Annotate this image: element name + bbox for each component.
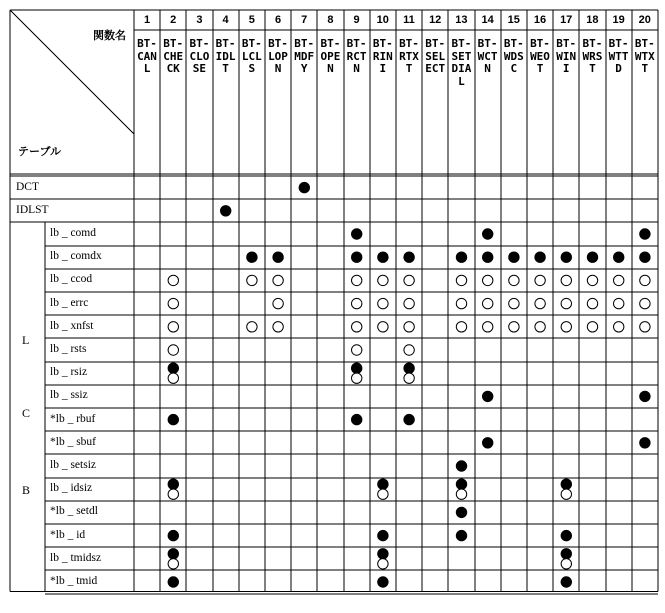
row-label: lb _ rsiz [50, 366, 88, 379]
open-circle [168, 373, 178, 383]
column-number: 10 [376, 14, 389, 26]
filled-dot [352, 363, 362, 373]
row-label: *lb _ sbuf [50, 435, 96, 448]
row-label: lb _ comd [50, 227, 96, 239]
column-number: 6 [274, 14, 282, 26]
column-function-name: BT-RCTN [346, 37, 367, 75]
column-number: 19 [612, 14, 625, 26]
open-circle [378, 298, 388, 308]
row-label: lb _ idsiz [50, 482, 93, 495]
filled-dot [168, 530, 178, 540]
column-number: 7 [301, 14, 308, 26]
open-circle [404, 322, 414, 332]
column-function-name: BT-WCTN [477, 37, 498, 75]
filled-dot [509, 252, 519, 262]
row-label: lb _ rsts [50, 343, 87, 355]
row-label: *lb _ id [50, 528, 86, 541]
column-function-name: BT-WEOT [530, 37, 550, 75]
column-function-name: BT-IDLT [215, 37, 236, 75]
open-circle [352, 345, 362, 355]
column-function-name: BT-SETDIAL [451, 37, 472, 88]
open-circle [273, 322, 283, 332]
column-number: 13 [455, 14, 468, 26]
group-label-l: L [22, 333, 30, 347]
column-function-name: BT-WRST [582, 37, 603, 75]
row-label: IDLST [16, 203, 49, 216]
open-circle [378, 489, 388, 499]
open-circle [587, 298, 597, 308]
filled-dot [561, 479, 571, 489]
filled-dot [456, 479, 466, 489]
open-circle [404, 298, 414, 308]
column-function-name: BT-LCLS [241, 37, 262, 75]
open-circle [168, 298, 178, 308]
filled-dot [456, 507, 466, 517]
open-circle [640, 275, 650, 285]
open-circle [483, 322, 493, 332]
row-label: lb _ xnfst [50, 319, 94, 332]
column-number: 14 [481, 14, 494, 26]
filled-dot [404, 252, 414, 262]
row-label: lb _ tmidsz [50, 551, 102, 564]
row-label: lb _ ssiz [50, 389, 88, 402]
filled-dot [378, 549, 388, 559]
column-function-name: BT-WDSC [503, 37, 524, 75]
open-circle [378, 559, 388, 569]
open-circle [273, 275, 283, 285]
column-function-name: BT-CANL [137, 37, 157, 75]
open-circle [509, 298, 519, 308]
filled-dot [456, 530, 466, 540]
filled-dot [404, 414, 414, 424]
filled-dot [352, 229, 362, 239]
column-function-name: BT-WTTD [608, 37, 629, 75]
filled-dot [640, 252, 650, 262]
filled-dot [168, 549, 178, 559]
open-circle [509, 275, 519, 285]
open-circle [640, 298, 650, 308]
filled-dot [273, 252, 283, 262]
column-function-name: BT-MDFY [294, 37, 315, 75]
open-circle [535, 298, 545, 308]
filled-dot [456, 252, 466, 262]
column-number: 4 [222, 14, 229, 26]
open-circle [535, 275, 545, 285]
filled-dot [483, 438, 493, 448]
table-name-header: テーブル [18, 145, 62, 158]
open-circle [456, 298, 466, 308]
open-circle [587, 275, 597, 285]
open-circle [561, 275, 571, 285]
column-function-name: BT-SELECT [425, 37, 446, 75]
column-function-name: BT-WINI [556, 37, 577, 75]
row-label: lb _ comdx [50, 250, 102, 263]
filled-dot [640, 229, 650, 239]
filled-dot [456, 461, 466, 471]
open-circle [614, 322, 624, 332]
open-circle [509, 322, 519, 332]
row-label: lb _ ccod [50, 273, 93, 286]
row-label: DCT [16, 180, 39, 193]
open-circle [404, 275, 414, 285]
column-number: 12 [429, 14, 442, 26]
column-number: 9 [353, 14, 360, 26]
column-number: 1 [143, 14, 151, 26]
open-circle [168, 559, 178, 569]
open-circle [352, 322, 362, 332]
filled-dot [247, 252, 257, 262]
column-number: 18 [586, 14, 599, 26]
open-circle [247, 275, 257, 285]
filled-dot [483, 252, 493, 262]
open-circle [352, 373, 362, 383]
group-label-c: C [22, 406, 31, 420]
filled-dot [168, 414, 178, 424]
column-number: 17 [560, 14, 573, 26]
row-label: lb _ errc [50, 296, 89, 309]
column-function-name: BT-LOPN [268, 37, 288, 75]
filled-dot [587, 252, 597, 262]
open-circle [168, 322, 178, 332]
open-circle [378, 275, 388, 285]
filled-dot [483, 229, 493, 239]
open-circle [456, 275, 466, 285]
filled-dot [168, 479, 178, 489]
open-circle [168, 275, 178, 285]
filled-dot [561, 530, 571, 540]
filled-dot [614, 252, 624, 262]
open-circle [404, 373, 414, 383]
column-function-name: BT-CLOSE [189, 37, 210, 75]
filled-dot [221, 206, 231, 216]
filled-dot [640, 438, 650, 448]
column-number: 20 [638, 14, 651, 26]
row-label: *lb _ tmid [50, 575, 98, 587]
open-circle [535, 322, 545, 332]
open-circle [587, 322, 597, 332]
filled-dot [352, 252, 362, 262]
filled-dot [535, 252, 545, 262]
open-circle [456, 322, 466, 332]
open-circle [168, 489, 178, 499]
filled-dot [404, 363, 414, 373]
filled-dot [378, 252, 388, 262]
open-circle [404, 345, 414, 355]
column-number: 5 [248, 14, 255, 26]
filled-dot [561, 549, 571, 559]
open-circle [561, 322, 571, 332]
column-number: 16 [533, 14, 547, 26]
open-circle [352, 275, 362, 285]
filled-dot [561, 577, 571, 587]
open-circle [614, 275, 624, 285]
column-function-name: BT-OPEN [320, 37, 341, 75]
filled-dot [299, 182, 309, 192]
filled-dot [168, 363, 178, 373]
open-circle [378, 322, 388, 332]
column-number: 3 [196, 14, 203, 26]
open-circle [561, 489, 571, 499]
filled-dot [378, 577, 388, 587]
filled-dot [561, 252, 571, 262]
open-circle [352, 298, 362, 308]
open-circle [561, 298, 571, 308]
open-circle [640, 322, 650, 332]
open-circle [483, 298, 493, 308]
filled-dot [168, 577, 178, 587]
column-function-name: BT-RTXT [399, 37, 419, 75]
open-circle [561, 559, 571, 569]
open-circle [483, 275, 493, 285]
column-function-name: BT-RINI [372, 37, 393, 75]
row-label: *lb _ setdl [50, 505, 98, 518]
row-label: lb _ setsiz [50, 459, 96, 471]
column-number: 11 [403, 14, 415, 26]
column-number: 2 [170, 14, 177, 26]
function-name-header: 関数名 [93, 29, 126, 42]
filled-dot [378, 479, 388, 489]
open-circle [273, 298, 283, 308]
open-circle [456, 489, 466, 499]
open-circle [168, 345, 178, 355]
column-number: 8 [327, 14, 334, 26]
row-label: *lb _ rbuf [50, 412, 96, 425]
open-circle [247, 322, 257, 332]
column-function-name: BT-WTXT [634, 37, 655, 75]
column-number: 15 [507, 14, 520, 26]
filled-dot [640, 391, 650, 401]
filled-dot [483, 391, 493, 401]
group-label-b: B [22, 483, 31, 497]
column-function-name: BT-CHECK [163, 37, 184, 75]
filled-dot [378, 530, 388, 540]
open-circle [614, 298, 624, 308]
filled-dot [352, 414, 362, 424]
